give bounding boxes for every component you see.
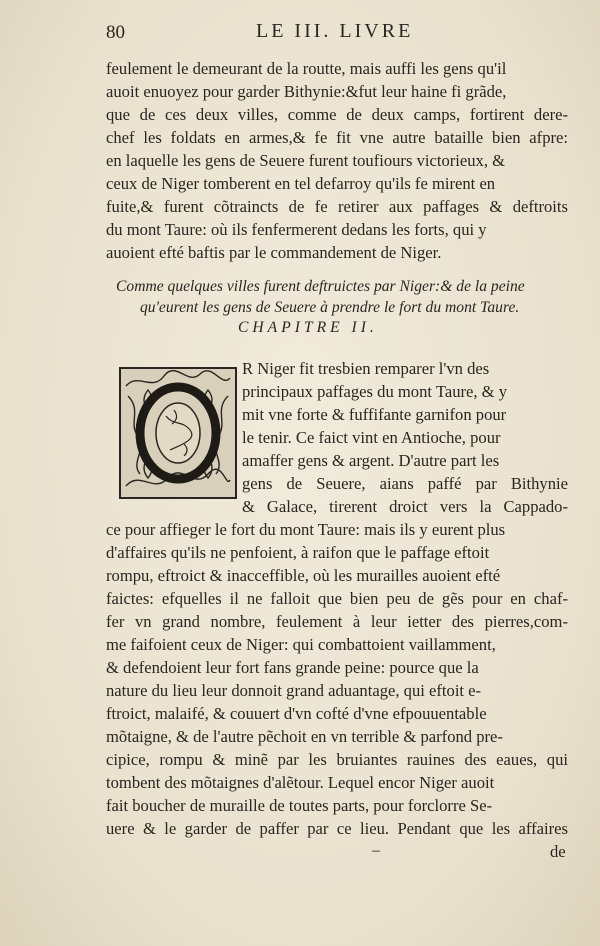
text-line: fait boucher de muraille de toutes parts, pour forclorre Se- (106, 796, 493, 815)
text-line: ftroict, malaifé, & couuert d'vn cofté d'vne efpouuentable (106, 704, 487, 723)
text-line: mõtaigne, & de l'autre pẽchoit en vn terrible & parfond pre- (106, 727, 503, 746)
chapter-label: CHAPITRE II. (238, 319, 378, 336)
text-line: mit vne forte & fuffifante garnifon pour (242, 405, 507, 424)
text-line: auoient efté baftis par le commandement de Niger. (106, 243, 442, 262)
text-line: & defendoient leur fort fans grande peine: pource que la (106, 658, 479, 677)
text-line: uere & le garder de paffer par ce lieu. Pendant que les affaires (106, 819, 568, 838)
text-line: & Galace, tirerent droict vers la Cappado- (242, 497, 568, 516)
text-line: en laquelle les gens de Seuere furent toufiours victorieux, & (106, 151, 506, 170)
text-line: me faifoient ceux de Niger: qui combattoient vaillamment, (106, 635, 496, 654)
text-line: fer vn grand nombre, feulement à leur ietter des pierres,com- (106, 612, 568, 631)
text-line: cipice, rompu & minẽ par les bruiantes rauines des eaues, qui (106, 750, 568, 769)
page-header (106, 20, 572, 48)
text-line: amaffer gens & argent. D'autre part les (242, 451, 500, 470)
text-line: gens de Seuere, aians paffé par Bithynie (242, 474, 568, 493)
chapter-heading-line: qu'eurent les gens de Seuere à prendre le fort du mont Taure. (140, 299, 520, 316)
text-line: du mont Taure: où ils fenfermerent dedans les forts, qui y (106, 220, 487, 239)
text-line: principaux paffages du mont Taure, & y (242, 382, 508, 401)
catchword: de (550, 842, 566, 861)
text-line: chef les foldats en armes,& fe fit vne autre bataille bien afpre: (106, 128, 568, 147)
text-line: ce pour affieger le fort du mont Taure: mais ils y eurent plus (106, 520, 506, 539)
text-line: le tenir. Ce faict vint en Antioche, pour (242, 428, 501, 447)
running-head: LE III. LIVRE (256, 20, 414, 42)
text-line: nature du lieu leur donnoit grand aduantage, qui eftoit e- (106, 681, 482, 700)
text-line: ceux de Niger tomberent en tel defarroy qu'ils fe mirent en (106, 174, 496, 193)
page-number: 80 (106, 22, 125, 43)
text-line: feulement le demeurant de la routte, mais auffi les gens qu'il (106, 59, 507, 78)
text-line: d'affaires qu'ils ne penfoient, à raifon que le paffage eftoit (106, 543, 490, 562)
decorated-initial-O-icon (118, 366, 238, 500)
text-line: faictes: efquelles il ne falloit que bien peu de gẽs pour en chaf- (106, 589, 568, 608)
text-line: auoit enuoyez pour garder Bithynie:&fut leur haine fi grãde, (106, 82, 507, 101)
signature-mark: – (372, 842, 380, 859)
text-line: R Niger fit tresbien remparer l'vn des (242, 359, 490, 378)
text-line: fuite,& furent cõtraincts de fe retirer aux paffages & deftroits (106, 197, 568, 216)
text-line: tombent des mõtaignes d'alẽtour. Lequel encor Niger auoit (106, 773, 495, 792)
chapter-heading-line: Comme quelques villes furent deftruictes par Niger:& de la peine (116, 278, 525, 295)
text-line: rompu, eftroict & inacceffible, où les murailles auoient efté (106, 566, 501, 585)
text-line: que de ces deux villes, comme de deux camps, fortirent dere- (106, 105, 568, 124)
